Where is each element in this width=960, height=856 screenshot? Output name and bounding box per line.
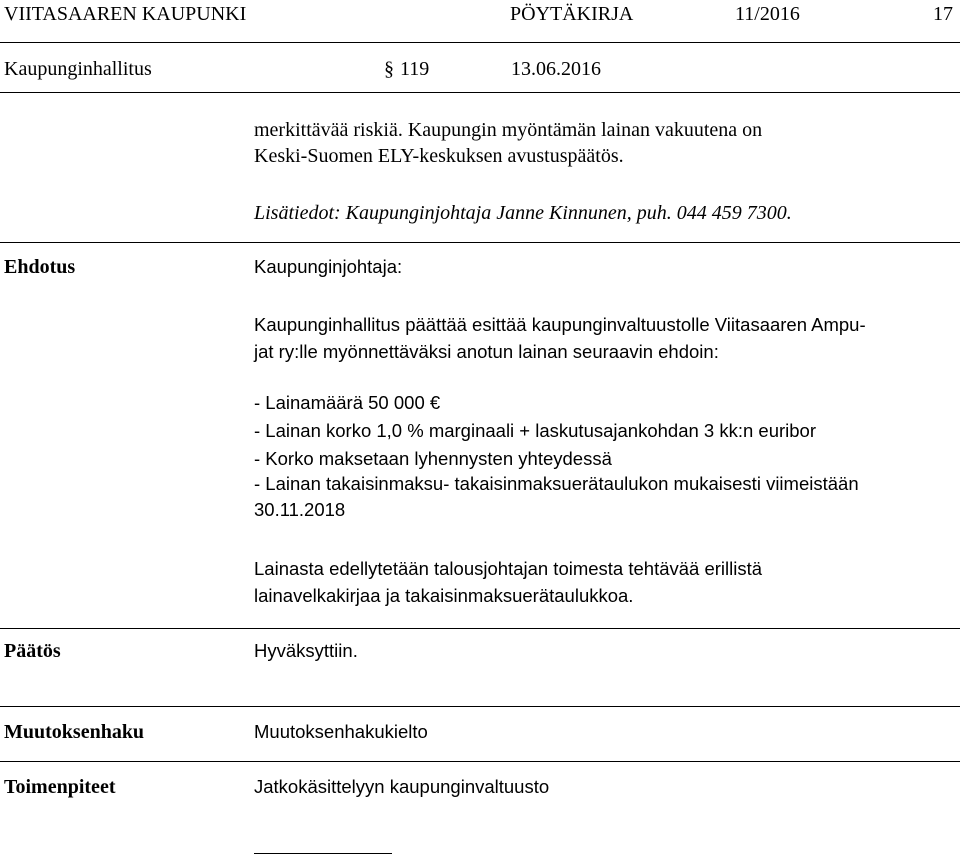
loan-note-line-1: Lainasta edellytetään talousjohtajan toimesta tehtävää erillistä [254, 558, 763, 579]
appeal-text: Muutoksenhakukielto [254, 721, 428, 742]
section-symbol: § [384, 58, 394, 80]
loan-note-line-2: lainavelkakirjaa ja takaisinmaksuerätaulukkoa. [254, 585, 634, 606]
divider [0, 92, 960, 93]
proposal-intro-line-2: jat ry:lle myönnettäväksi anotun lainan seuraavin ehdoin: [254, 341, 719, 362]
continuation-line-1: merkittävää riskiä. Kaupungin myöntämän lainan vakuutena on [254, 119, 763, 141]
divider [0, 42, 960, 43]
condition-item: 30.11.2018 [254, 499, 346, 520]
document-number: 11/2016 [735, 3, 800, 25]
closing-rule [254, 853, 392, 854]
body-name: Kaupunginhallitus [4, 58, 152, 80]
condition-item: - Lainamäärä 50 000 € [254, 392, 441, 413]
actions-text: Jatkokäsittelyyn kaupunginvaltuusto [254, 776, 550, 797]
decision-text: Hyväksyttiin. [254, 640, 358, 661]
divider [0, 242, 960, 243]
appeal-label: Muutoksenhaku [4, 721, 145, 743]
proposer: Kaupunginjohtaja: [254, 256, 403, 277]
divider [0, 761, 960, 762]
decision-label: Päätös [4, 640, 61, 662]
condition-item: - Korko maksetaan lyhennysten yhteydessä [254, 448, 612, 469]
divider [0, 706, 960, 707]
page-number: 17 [933, 3, 953, 25]
condition-item: - Lainan takaisinmaksu- takaisinmaksuerätaulukon mukaisesti viimeistään [254, 473, 859, 494]
proposal-intro-line-1: Kaupunginhallitus päättää esittää kaupunginvaltuustolle Viitasaaren Ampu- [254, 314, 866, 335]
continuation-line-2: Keski-Suomen ELY-keskuksen avustuspäätös. [254, 145, 624, 167]
proposal-label: Ehdotus [4, 256, 76, 278]
actions-label: Toimenpiteet [4, 776, 116, 798]
meeting-date: 13.06.2016 [511, 58, 601, 80]
divider [0, 628, 960, 629]
organization-name: VIITASAAREN KAUPUNKI [4, 3, 247, 25]
additional-info: Lisätiedot: Kaupunginjohtaja Janne Kinnunen, puh. 044 459 7300. [254, 202, 792, 224]
section-number: 119 [400, 58, 430, 80]
condition-item: - Lainan korko 1,0 % marginaali + laskutusajankohdan 3 kk:n euribor [254, 420, 817, 441]
document-type: PÖYTÄKIRJA [510, 3, 634, 25]
